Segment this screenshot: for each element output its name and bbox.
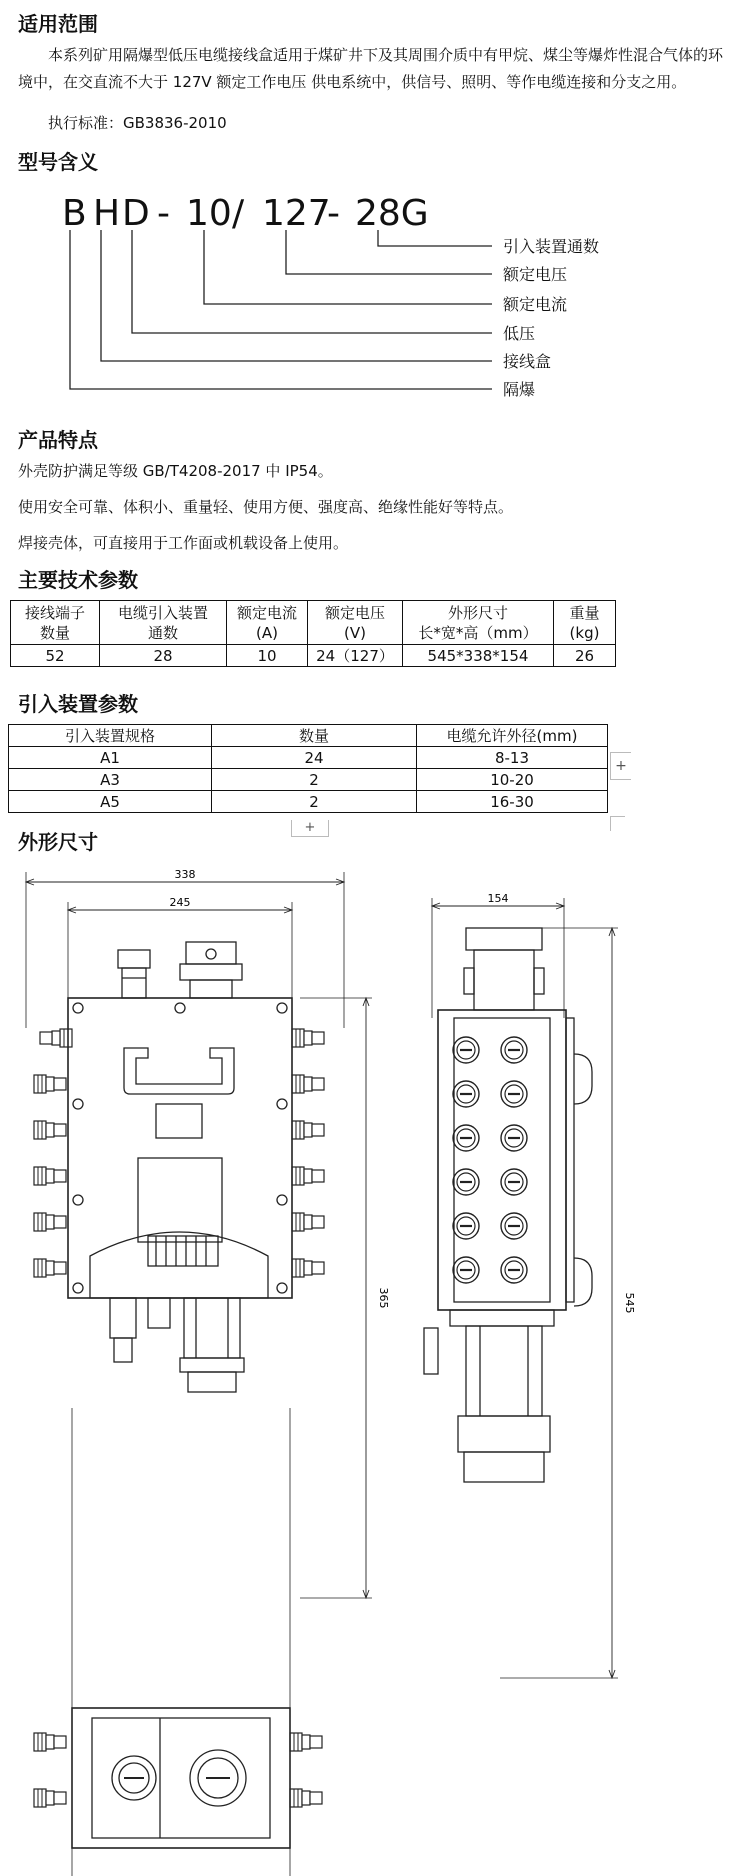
feature-item: 外壳防护满足等级 GB/T4208-2017 中 IP54。 (18, 462, 333, 480)
table-header-row (11, 601, 616, 645)
heading-entry: 引入装置参数 (18, 692, 138, 716)
cell-quantity: 24 (212, 747, 417, 769)
code-current: 10 (186, 193, 232, 234)
code-voltage: 127 (262, 193, 331, 234)
label-flameproof: 隔爆 (503, 380, 536, 399)
code-b: B (62, 193, 87, 234)
heading-params: 主要技术参数 (18, 568, 138, 592)
header-dimensions: 外形尺寸 长*宽*高（mm） (403, 601, 554, 645)
header-entries: 电缆引入装置 通数 (100, 601, 227, 645)
dimension-drawing (0, 858, 750, 1876)
cell-spec: A1 (9, 747, 212, 769)
cell-voltage: 24（127） (308, 645, 403, 667)
feature-item: 焊接壳体，可直接用于工作面或机载设备上使用。 (18, 534, 349, 552)
dim-width-inner: 245 (169, 896, 191, 909)
front-side-glands (34, 1029, 324, 1277)
code-dash-2: - (327, 193, 340, 234)
code-dash-1: - (157, 193, 170, 234)
header-quantity: 数量 (212, 725, 417, 747)
side-view (424, 898, 618, 1678)
header-terminals: 接线端子 数量 (11, 601, 100, 645)
heading-scope: 适用范围 (18, 12, 98, 36)
cell-weight: 26 (554, 645, 616, 667)
cell-diameter: 10-20 (417, 769, 608, 791)
label-entries: 引入装置通数 (503, 237, 600, 256)
header-cable-diameter: 电缆允许外径(mm) (417, 725, 608, 747)
code-entries: 28G (355, 193, 429, 234)
cell-terminals: 52 (11, 645, 100, 667)
cell-quantity: 2 (212, 769, 417, 791)
header-voltage: 额定电压 (V) (308, 601, 403, 645)
table-row (11, 645, 616, 667)
label-junction-box: 接线盒 (503, 352, 552, 371)
cell-spec: A5 (9, 791, 212, 813)
header-current: 额定电流 (A) (227, 601, 308, 645)
heading-dimensions: 外形尺寸 (18, 830, 98, 854)
model-diagram (0, 180, 750, 415)
cell-spec: A3 (9, 769, 212, 791)
code-h: H (93, 193, 121, 234)
cell-current: 10 (227, 645, 308, 667)
table-header-row (9, 725, 608, 747)
side-ports (453, 1037, 527, 1283)
front-view (26, 872, 372, 1598)
label-voltage: 额定电压 (503, 265, 568, 284)
params-table (10, 600, 616, 667)
dim-side-height: 545 (623, 1292, 636, 1314)
cell-entries: 28 (100, 645, 227, 667)
cell-diameter: 16-30 (417, 791, 608, 813)
scope-paragraph: 本系列矿用隔爆型低压电缆接线盒适用于煤矿井下及其周围介质中有甲烷、煤尘等爆炸性混合气体的环境中，在交直流不大于 127V 额定工作电压 供电系统中，供信号、照明、等作电缆连接和分支之用。 (18, 46, 724, 91)
header-weight: 重量 (kg) (554, 601, 616, 645)
dim-height-body: 365 (377, 1287, 390, 1309)
table-row (9, 769, 608, 791)
cell-diameter: 8-13 (417, 747, 608, 769)
dim-width-total: 338 (174, 868, 196, 881)
add-column-button[interactable]: + (610, 752, 631, 780)
code-slash: / (232, 193, 245, 234)
dim-side-width: 154 (487, 892, 509, 905)
table-row (9, 747, 608, 769)
cell-quantity: 2 (212, 791, 417, 813)
label-low-voltage: 低压 (503, 324, 536, 343)
label-current: 额定电流 (503, 295, 568, 314)
table-row (9, 791, 608, 813)
entry-table (8, 724, 608, 813)
header-spec: 引入装置规格 (9, 725, 212, 747)
add-row-button[interactable]: + (291, 820, 329, 837)
top-side-glands (34, 1733, 322, 1807)
model-code (62, 193, 429, 234)
code-d: D (122, 193, 150, 234)
top-view (72, 1408, 290, 1876)
heading-model: 型号含义 (18, 150, 98, 174)
resize-handle-icon[interactable] (610, 816, 625, 831)
feature-item: 使用安全可靠、体积小、重量轻、使用方便、强度高、绝缘性能好等特点。 (18, 498, 514, 516)
heading-features: 产品特点 (18, 428, 98, 452)
standard-text: 执行标准：GB3836-2010 (48, 114, 227, 132)
cell-dimensions: 545*338*154 (403, 645, 554, 667)
